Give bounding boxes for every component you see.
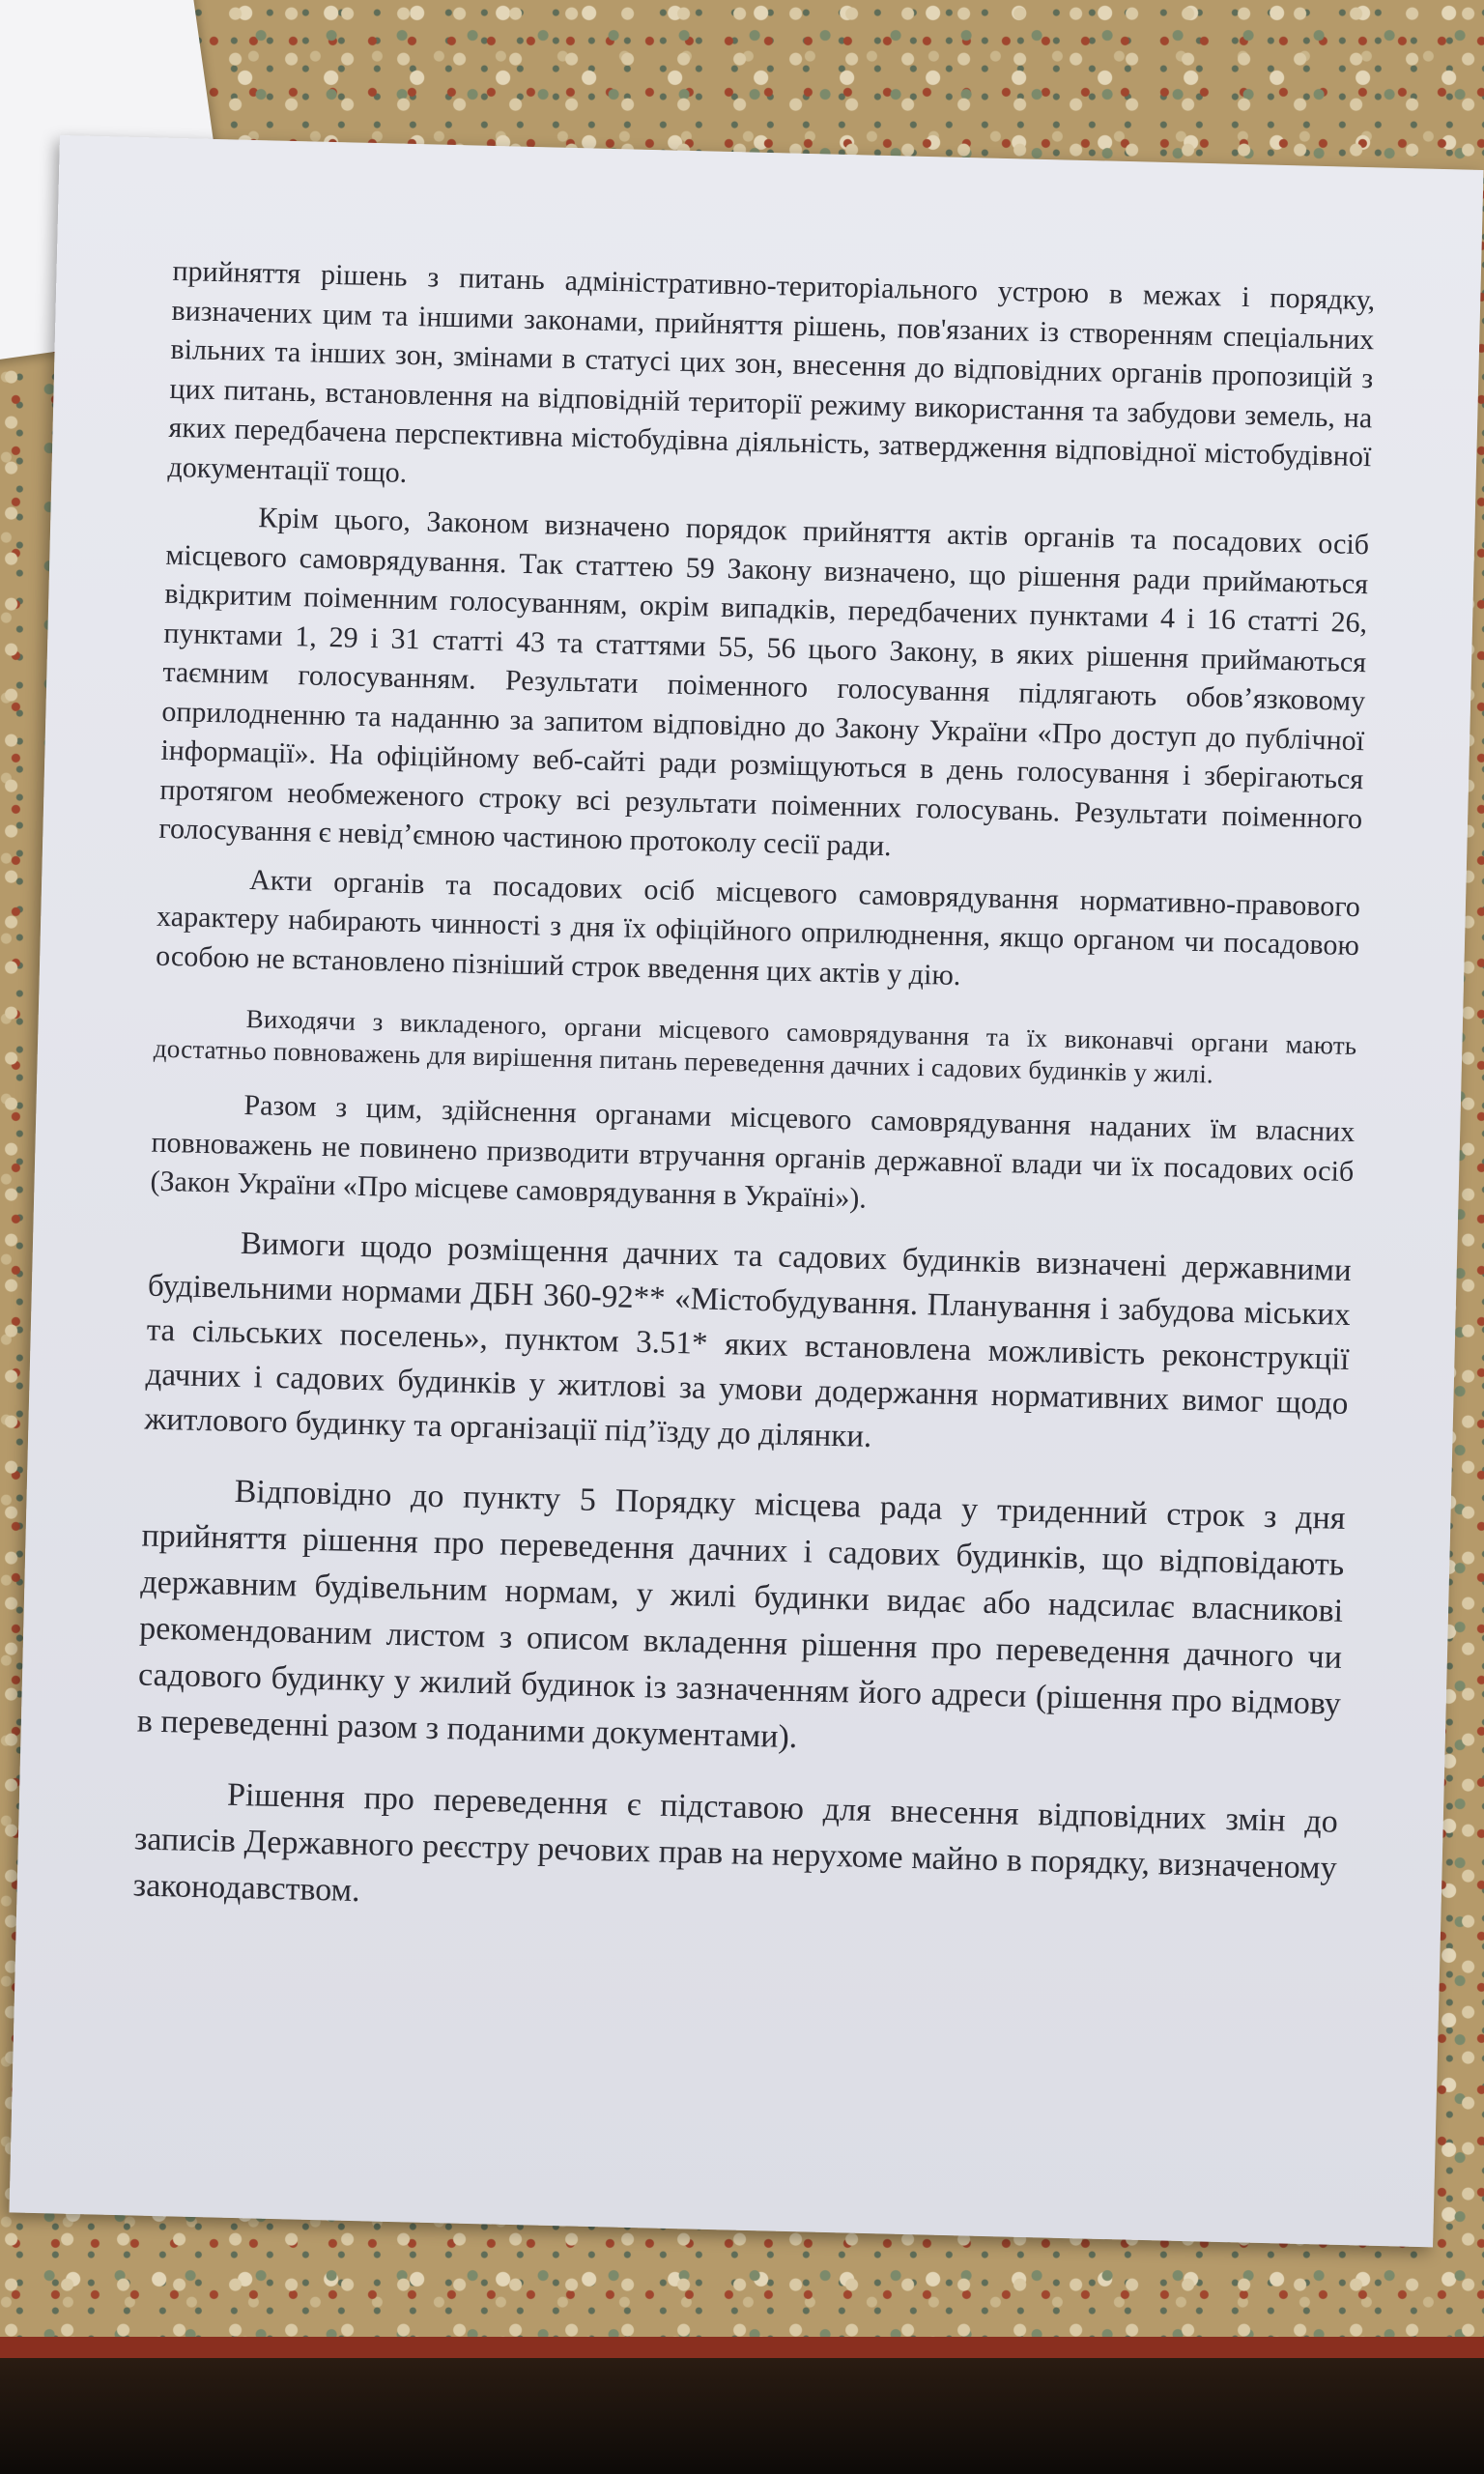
paragraph-6: Вимоги щодо розміщення дачних та садових будинків визначені державними будівельними нормами ДБН 360-92** «Містобудування. Планування і забудова міських та сільських поселень», пунктом 3.51* яких встановлена можливість реконструкції дачних і садових будинків у житлові за умови додержання нормативних вимог щодо житлового будинку та організації під’їзду до ділянки.	[144, 1225, 1353, 1454]
paragraph-8: Рішення про переведення є підставою для внесення відповідних змін до записів Державного реєстру речових прав на нерухоме майно в порядку, визначеному законодавством.	[132, 1776, 1339, 1909]
paragraph-2: Крім цього, Законом визначено порядок прийняття актів органів та посадових осіб місцевого самоврядування. Так статтею 59 Закону визначено, що рішення ради приймаються відкритим поіменним голосуванням, окрім випадків, передбачених пунктами 4 і 16 статті 26, пунктами 1, 29 і 31 статті 43 та статтями 55, 56 цього Закону, в яких рішення приймаються таємним голосуванням. Результати поіменного голосування підлягають обов’язковому оприлодненню та наданню за запитом відповідно до Закону України «Про доступ до публічної інформації». На офіційному веб-сайті ради розміщуються в день голосування і зберігаються протягом необмеженого строку всі результати поіменних голосувань. Результати поіменного голосування є невід’ємною частиною протоколу сесії ради.	[158, 502, 1370, 863]
paragraph-5: Разом з цим, здійснення органами місцевого самоврядування наданих їм власних повноважень не повинено призводити втручання органів державної влади чи їх посадових осіб (Закон України «Про місцеве самоврядування в Україні»).	[150, 1088, 1356, 1215]
paragraph-4: Виходячи з викладеного, органи місцевого самоврядування та їх виконавчі органи мають достатньо повноважень для вирішення питань переведення дачних і садових будинків у жилі.	[153, 1003, 1357, 1089]
paragraph-1: прийняття рішень з питань адміністративно-територіального устрою в межах і порядку, визначених цим та іншими законами, прийняття рішень, пов'язаних із створенням спеціальних вільних та інших зон, змінами в статусі цих зон, внесення до відповідних органів пропозицій з цих питань, встановлення на відповідній території режиму використання та забудови земель, на яких передбачена перспективна містобудівна діяльність, затвердження відповідної містобудівної документації тощо.	[167, 254, 1376, 489]
document-sheet	[9, 135, 1483, 2247]
paragraph-3: Акти органів та посадових осіб місцевого самоврядування нормативно-правового характеру набирають чинності з дня їх офіційного оприлюднення, якщо органом чи посадовою особою не встановлено пізніший строк введення цих актів у дію.	[155, 863, 1361, 992]
floor-shadow	[0, 2358, 1484, 2474]
document-body	[132, 252, 1376, 1947]
paragraph-7: Відповідно до пункту 5 Порядку місцева рада у триденний строк з дня прийняття рішення про переведення дачних і садових будинків, що відповідають державним будівельним нормам, у жилі будинки видає або надсилає власникові рекомендованим листом з описом вкладення рішення про переведення дачного чи садового будинку у жилий будинок із зазначенням його адреси (рішення про відмову в переведенні разом з поданими документами).	[136, 1473, 1346, 1755]
